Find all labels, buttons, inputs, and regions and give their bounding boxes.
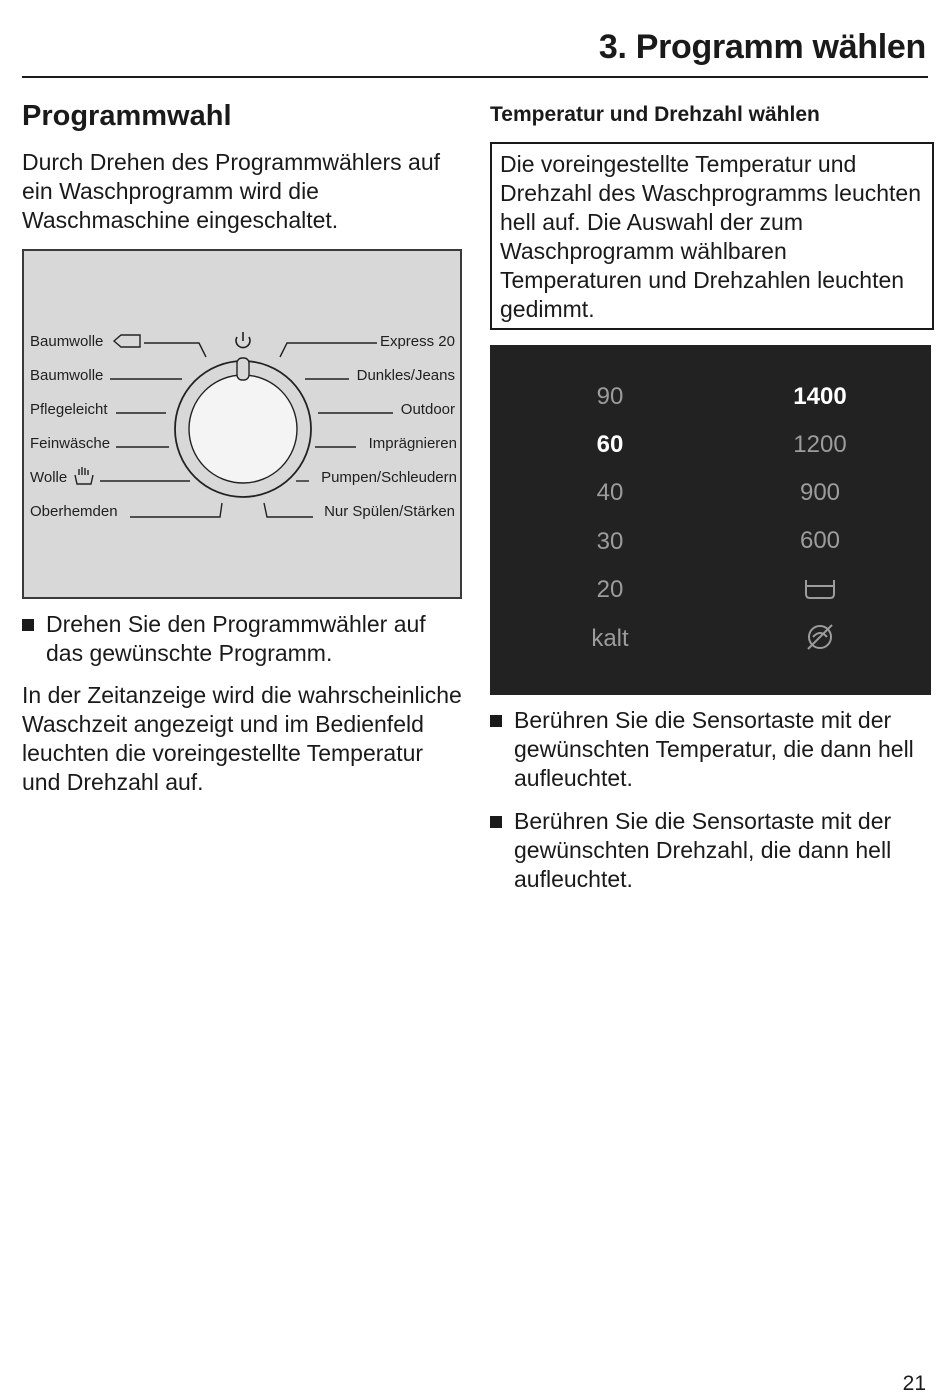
program-label-express-20: Express 20 xyxy=(379,333,455,350)
dial-pointer xyxy=(237,358,249,380)
step-select-spin xyxy=(490,807,930,897)
step-text: Berühren Sie die Sensortaste mit der gewünschten Drehzahl, die dann hell aufleuchtet. xyxy=(514,808,892,892)
bullet-square-icon xyxy=(22,619,34,631)
program-label-dunkles-jeans: Dunkles/Jeans xyxy=(356,367,455,384)
temperature-button-kalt[interactable]: kalt xyxy=(591,625,629,652)
header-rule xyxy=(22,76,928,78)
temperature-button-40[interactable]: 40 xyxy=(596,479,624,506)
spin-button-1200[interactable]: 1200 xyxy=(793,431,847,458)
program-label-outdoor: Outdoor xyxy=(400,401,455,418)
temperature-button-60[interactable]: 60 xyxy=(596,431,624,458)
step-turn-dial xyxy=(22,610,462,670)
program-label-oberhemden: Oberhemden xyxy=(30,503,118,520)
chapter-title: 3. Programm wählen xyxy=(598,28,926,66)
program-label-pumpen-schleudern: Pumpen/Schleudern xyxy=(321,469,457,486)
program-dial-illustration xyxy=(24,251,460,597)
program-dial-knob xyxy=(175,358,311,497)
program-label-impraegnieren: Imprägnieren xyxy=(368,435,457,452)
step-text: Drehen Sie den Programmwähler auf das gewünschte Programm. xyxy=(46,611,426,666)
temperature-button-90[interactable]: 90 xyxy=(596,383,624,410)
program-selector-panel xyxy=(22,249,462,599)
bullet-square-icon xyxy=(490,715,502,727)
no-spin-icon[interactable] xyxy=(803,620,837,654)
section-heading-programmwahl: Programmwahl xyxy=(22,100,232,132)
power-icon xyxy=(236,332,250,348)
step-text: Berühren Sie die Sensortaste mit der gewünschten Temperatur, die dann hell aufleuchtet. xyxy=(514,707,914,791)
bullet-square-icon xyxy=(490,816,502,828)
program-label-feinwaesche: Feinwäsche xyxy=(30,435,111,452)
spin-button-600[interactable]: 600 xyxy=(799,527,841,554)
section-heading-temperatur-drehzahl: Temperatur und Drehzahl wählen xyxy=(490,103,820,126)
intro-paragraph: Durch Drehen des Programmwählers auf ein Waschprogramm wird die Waschmaschine eingeschaltet. xyxy=(22,149,441,233)
temperature-button-20[interactable]: 20 xyxy=(596,576,624,603)
rinse-hold-icon[interactable] xyxy=(800,574,840,604)
spin-button-900[interactable]: 900 xyxy=(799,479,841,506)
temperature-button-30[interactable]: 30 xyxy=(596,528,624,555)
time-display-paragraph: In der Zeitanzeige wird die wahrscheinliche Waschzeit angezeigt und im Bedienfeld leuchten die voreingestellte Temperatur und Drehzahl auf. xyxy=(22,682,462,795)
spin-button-1400[interactable]: 1400 xyxy=(793,383,847,410)
note-box: Die voreingestellte Temperatur und Drehzahl des Waschprogramms leuchten hell auf. Die Auswahl der zum Waschprogramm wählbaren Temperaturen und Drehzahlen leuchten gedimmt. xyxy=(490,142,934,330)
program-label-nur-spuelen-staerken: Nur Spülen/Stärken xyxy=(324,503,455,520)
program-label-pflegeleicht: Pflegeleicht xyxy=(30,401,108,418)
page-number: 21 xyxy=(902,1372,926,1395)
program-label-baumwolle-eco: Baumwolle xyxy=(30,333,104,350)
step-select-temperature xyxy=(490,706,930,796)
hand-wash-icon xyxy=(75,467,93,484)
eco-tag-icon xyxy=(114,335,140,347)
program-label-baumwolle: Baumwolle xyxy=(30,367,104,384)
program-label-wolle: Wolle xyxy=(30,469,68,486)
